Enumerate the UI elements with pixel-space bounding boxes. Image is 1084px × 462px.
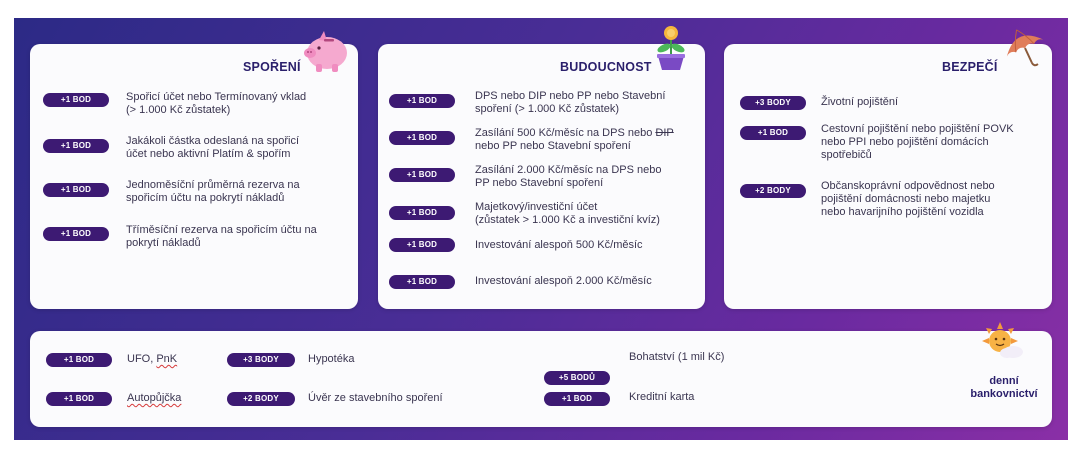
item-text: Investování alespoň 2.000 Kč/měsíc <box>475 275 652 287</box>
badge: +1 BOD <box>46 353 112 367</box>
item-text: Investování alespoň 500 Kč/měsíc <box>475 239 643 251</box>
item-text: Bohatství (1 mil Kč) <box>629 351 725 363</box>
item-text: Tříměsíční rezerva na spořicím účtu na pokrytí nákladů <box>126 224 317 249</box>
item-text <box>475 127 700 153</box>
strikethrough-text: DIP <box>655 127 674 139</box>
budoucnost-card <box>378 44 705 309</box>
badge: +3 BODY <box>227 353 295 367</box>
bottom-card <box>30 331 1052 427</box>
item-text: Cestovní pojištění nebo pojištění POVK nebo PPI nebo pojištění domácích spotřebičů <box>821 123 1014 161</box>
bezpeci-card <box>724 44 1052 309</box>
item-text: Občanskoprávní odpovědnost nebo pojištění domácnosti nebo majetku nebo havarijního pojištění vozidla <box>821 180 995 218</box>
item-text: Spořicí účet nebo Termínovaný vklad (> 1.000 Kč zůstatek) <box>126 91 307 116</box>
piggy-bank-icon <box>302 26 352 74</box>
badge: +1 BOD <box>46 392 112 406</box>
badge: +1 BOD <box>43 227 109 241</box>
item-text: Autopůjčka <box>127 392 182 404</box>
badge: +1 BOD <box>740 126 806 140</box>
umbrella-icon <box>1002 24 1048 72</box>
badge: +1 BOD <box>389 275 455 289</box>
badge: +1 BOD <box>544 392 610 406</box>
badge: +1 BOD <box>389 131 455 145</box>
budoucnost-title: BUDOUCNOST <box>560 60 652 74</box>
spellcheck-word: PnK <box>156 353 178 365</box>
badge: +1 BOD <box>389 94 455 108</box>
item-text: DPS nebo DIP nebo PP nebo Stavební spoření (> 1.000 Kč zůstatek) <box>475 90 666 115</box>
item-text-part: Zasílání 500 Kč/měsíc na DPS nebo <box>475 127 656 139</box>
badge: +5 BODŮ <box>544 371 610 385</box>
denni-bankovnictvi-label: denní bankovnictví <box>970 375 1038 400</box>
item-text: Hypotéka <box>308 353 355 365</box>
item-text: Úvěr ze stavebního spoření <box>308 392 443 404</box>
badge: +1 BOD <box>43 183 109 197</box>
bezpeci-title: BEZPEČÍ <box>942 60 998 74</box>
sporeni-card <box>30 44 358 309</box>
badge: +2 BODY <box>227 392 295 406</box>
item-text: UFO, PnK <box>127 353 178 365</box>
badge: +1 BOD <box>43 93 109 107</box>
sporeni-title: SPOŘENÍ <box>243 60 301 74</box>
slide-background <box>14 18 1068 440</box>
badge: +3 BODY <box>740 96 806 110</box>
item-text: Životní pojištění <box>821 96 899 108</box>
item-text: Majetkový/investiční účet (zůstatek > 1.000 Kč a investiční kvíz) <box>475 201 660 226</box>
item-text: Kreditní karta <box>629 391 695 403</box>
badge: +2 BODY <box>740 184 806 198</box>
badge: +1 BOD <box>389 238 455 252</box>
item-text: Jakákoli částka odeslaná na spořicí účet nebo aktivní Platím & spořím <box>126 135 300 160</box>
badge: +1 BOD <box>43 139 109 153</box>
sun-cloud-icon <box>980 320 1026 362</box>
badge: +1 BOD <box>389 168 455 182</box>
badge: +1 BOD <box>389 206 455 220</box>
item-text: Zasílání 2.000 Kč/měsíc na DPS nebo PP nebo Stavební spoření <box>475 164 662 189</box>
item-text: Jednoměsíční průměrná rezerva na spořicím účtu na pokrytí nákladů <box>126 179 300 204</box>
item-text-part: nebo PP nebo Stavební spoření <box>475 140 631 152</box>
plant-pot-coin-icon <box>654 24 688 72</box>
